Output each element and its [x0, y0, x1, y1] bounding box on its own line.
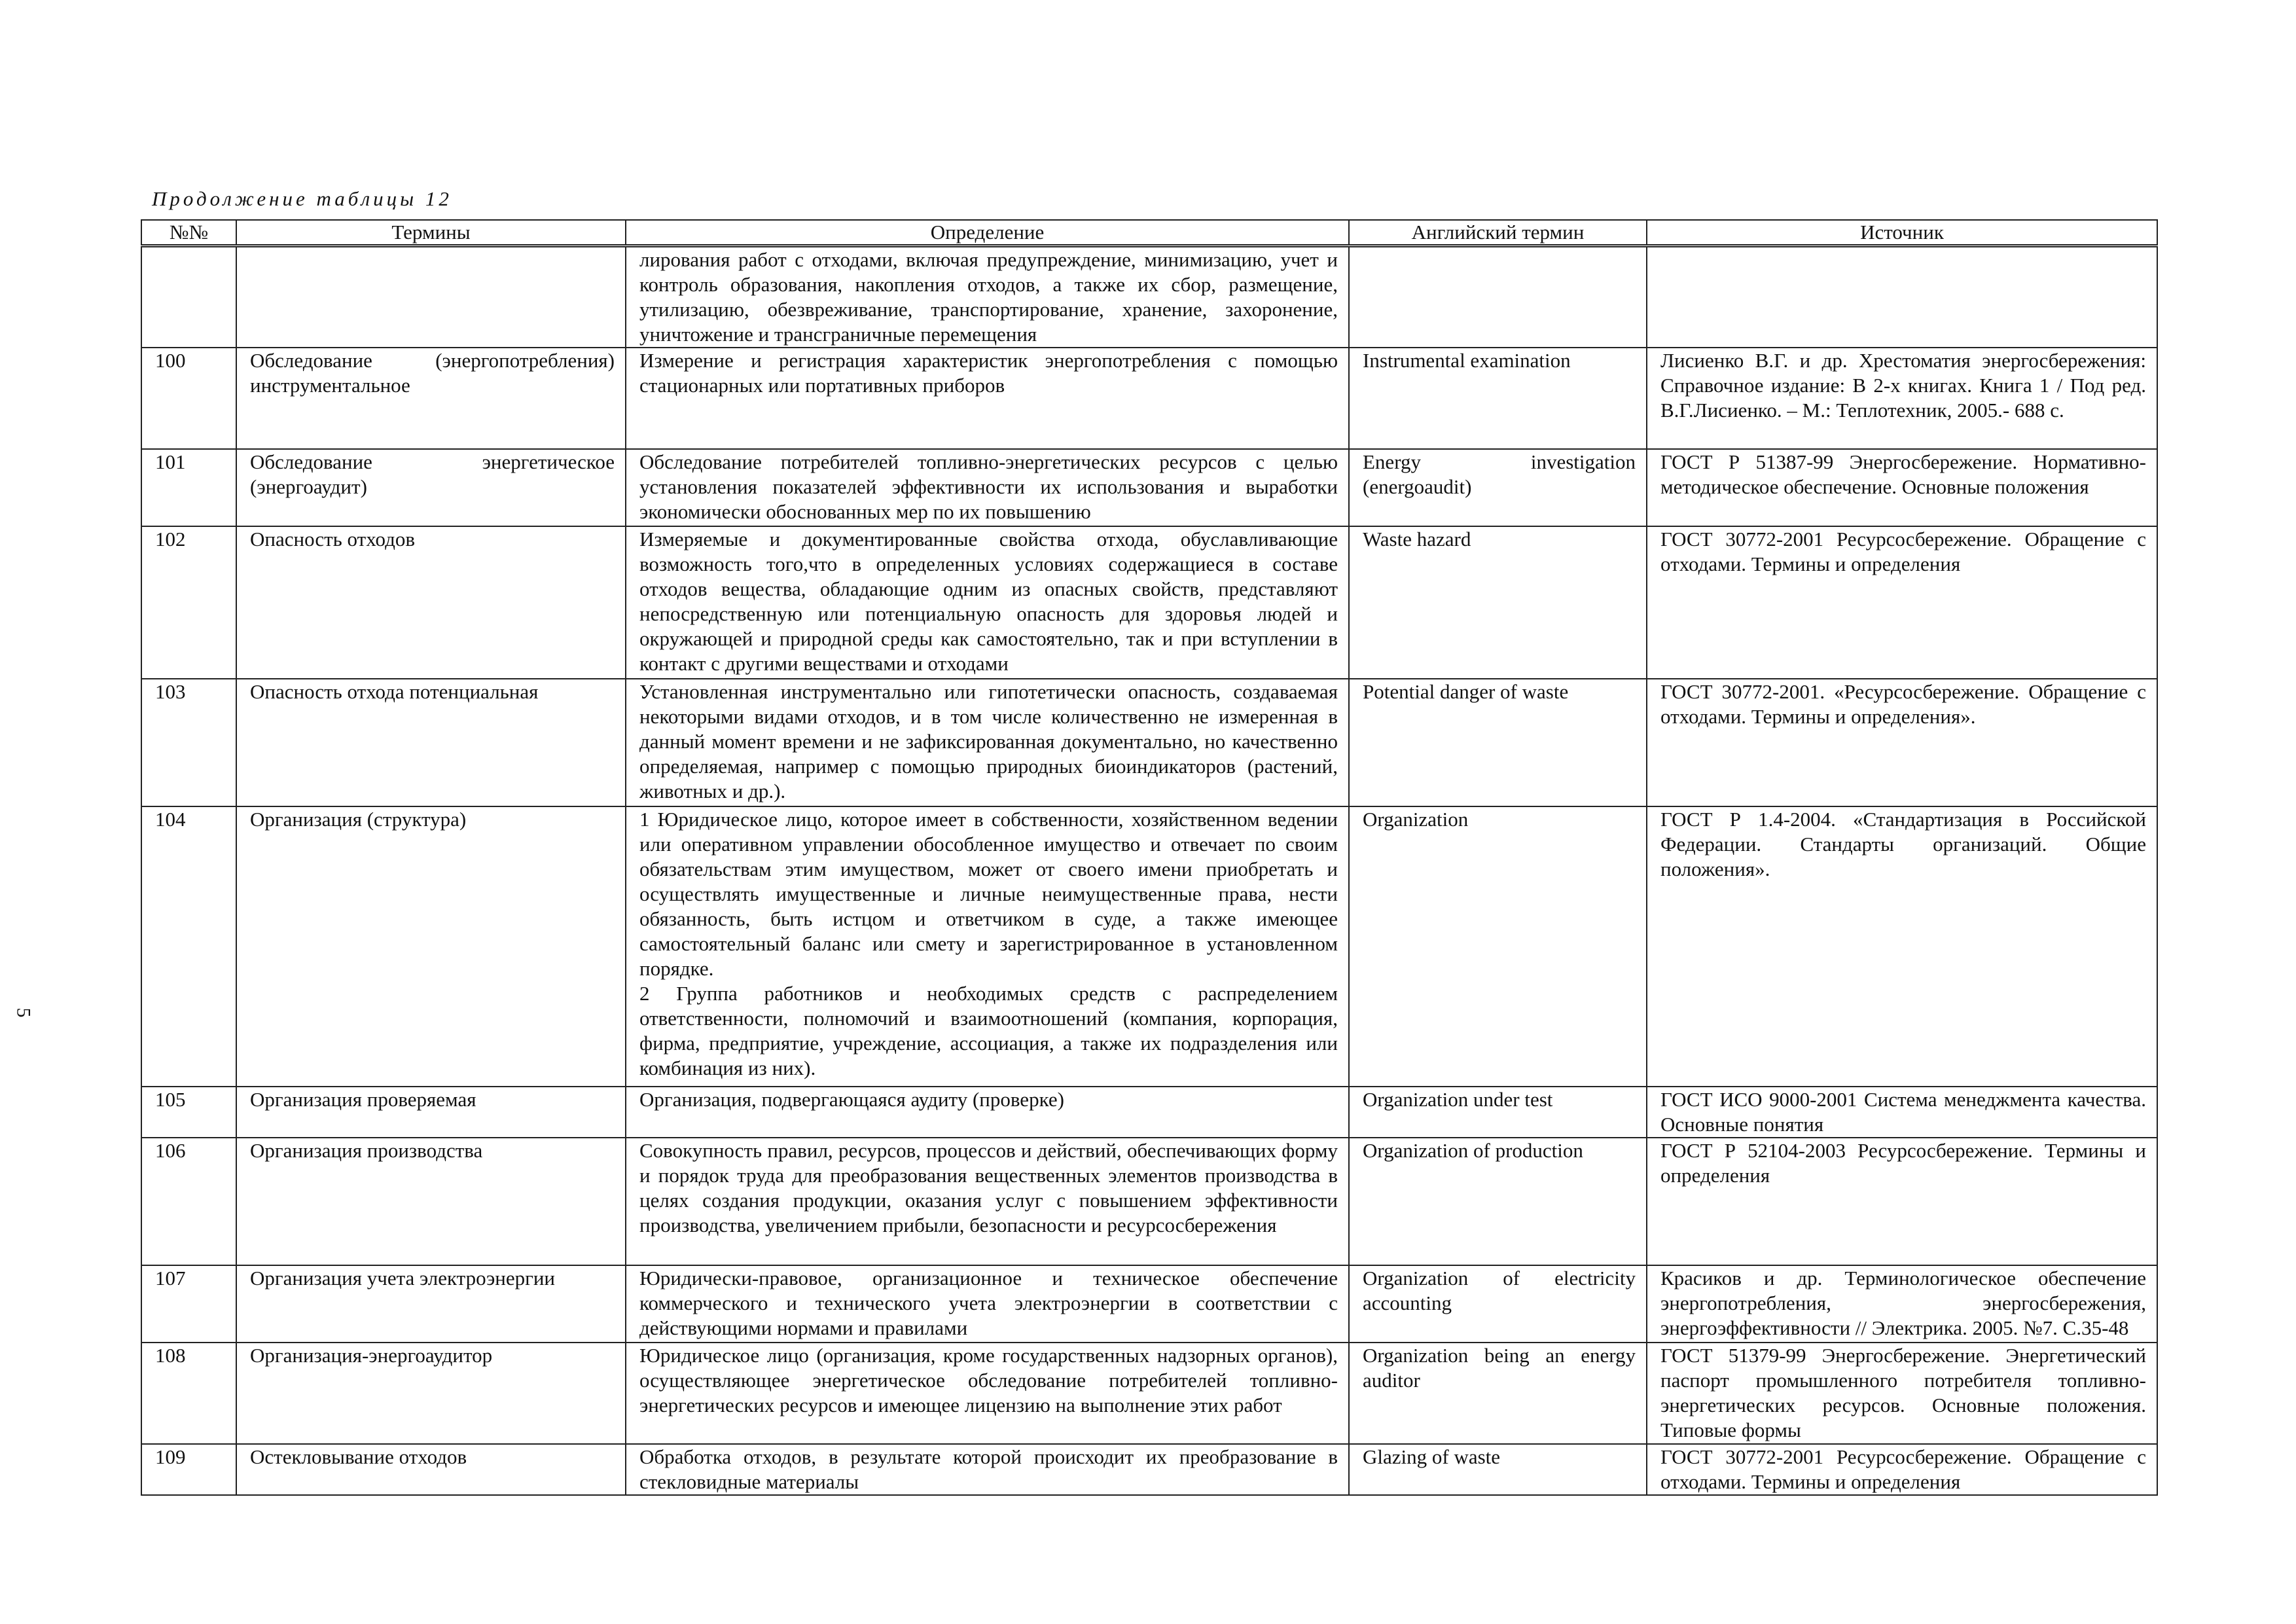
table-row	[141, 1087, 2157, 1138]
row-definition	[626, 526, 1349, 679]
row-english-term: Organization under test	[1349, 1087, 1647, 1138]
table-row	[141, 1444, 2157, 1495]
table-row	[141, 348, 2157, 449]
definition-paragraph: Обследование потребителей топливно-энергетических ресурсов с целью установления показателей эффективности их использования и выработки экономически обоснованных мер по их повышению	[639, 450, 1338, 523]
definition-paragraph: Обработка отходов, в результате которой происходит их преобразование в стекловидные материалы	[639, 1445, 1338, 1493]
row-source: ГОСТ 30772-2001 Ресурсосбережение. Обращение с отходами. Термины и определения	[1647, 526, 2157, 679]
row-english-term: Glazing of waste	[1349, 1444, 1647, 1495]
row-term: Остекловывание отходов	[236, 1444, 626, 1495]
row-english-term: Organization	[1349, 806, 1647, 1087]
row-definition	[626, 246, 1349, 348]
row-english-term: Waste hazard	[1349, 526, 1647, 679]
row-term: Обследование (энергопотребления) инструментальное	[236, 348, 626, 449]
row-number: 106	[141, 1138, 236, 1265]
row-term: Организация-энергоаудитор	[236, 1343, 626, 1444]
row-english-term: Organization of production	[1349, 1138, 1647, 1265]
header-term: Термины	[236, 220, 626, 246]
row-source: ГОСТ 30772-2001. «Ресурсосбережение. Обращение с отходами. Термины и определения».	[1647, 679, 2157, 806]
row-term: Опасность отходов	[236, 526, 626, 679]
row-definition	[626, 449, 1349, 526]
row-term	[236, 246, 626, 348]
row-source: ГОСТ Р 51387-99 Энергосбережение. Нормативно-методическое обеспечение. Основные положения	[1647, 449, 2157, 526]
row-english-term	[1349, 246, 1647, 348]
row-definition	[626, 348, 1349, 449]
row-english-term: Potential danger of waste	[1349, 679, 1647, 806]
row-number	[141, 246, 236, 348]
row-definition	[626, 1138, 1349, 1265]
row-number: 103	[141, 679, 236, 806]
row-english-term: Instrumental examination	[1349, 348, 1647, 449]
table-caption: Продолжение таблицы 12	[152, 187, 452, 210]
table-row	[141, 806, 2157, 1087]
row-source: ГОСТ Р 1.4-2004. «Стандартизация в Российской Федерации. Стандарты организаций. Общие положения».	[1647, 806, 2157, 1087]
row-source: ГОСТ 51379-99 Энергосбережение. Энергетический паспорт промышленного потребителя топливно-энергетических ресурсов. Основные положения. Типовые формы	[1647, 1343, 2157, 1444]
header-source: Источник	[1647, 220, 2157, 246]
row-number: 102	[141, 526, 236, 679]
row-source: Лисиенко В.Г. и др. Хрестоматия энергосбережения: Справочное издание: В 2-х книгах. Книга 1 / Под ред. В.Г.Лисиенко. – М.: Теплотехник, 2005.- 688 с.	[1647, 348, 2157, 449]
row-definition	[626, 1265, 1349, 1343]
row-number: 100	[141, 348, 236, 449]
row-english-term: Energy investigation (energoaudit)	[1349, 449, 1647, 526]
row-source: ГОСТ ИСО 9000-2001 Система менеджмента качества. Основные понятия	[1647, 1087, 2157, 1138]
row-definition	[626, 1087, 1349, 1138]
definition-paragraph: Измерение и регистрация характеристик энергопотребления с помощью стационарных или портативных приборов	[639, 349, 1338, 397]
table-row	[141, 1265, 2157, 1343]
table-header-row	[141, 220, 2157, 246]
row-english-term: Organization being an energy auditor	[1349, 1343, 1647, 1444]
table-row	[141, 1138, 2157, 1265]
row-number: 105	[141, 1087, 236, 1138]
row-source: ГОСТ 30772-2001 Ресурсосбережение. Обращение с отходами. Термины и определения	[1647, 1444, 2157, 1495]
row-number: 107	[141, 1265, 236, 1343]
definition-paragraph: Юридически-правовое, организационное и техническое обеспечение коммерческого и технического учета электроэнергии в соответствии с действующими нормами и правилами	[639, 1267, 1338, 1339]
row-source	[1647, 246, 2157, 348]
header-definition: Определение	[626, 220, 1349, 246]
row-term: Опасность отхода потенциальная	[236, 679, 626, 806]
row-definition	[626, 806, 1349, 1087]
definition-paragraph: 2 Группа работников и необходимых средств с распределением ответственности, полномочий и взаимоотношений (компания, корпорация, фирма, предприятие, учреждение, ассоциация, а также их подразделения или комбинация из них).	[639, 982, 1338, 1079]
row-number: 101	[141, 449, 236, 526]
row-number: 109	[141, 1444, 236, 1495]
table-row	[141, 1343, 2157, 1444]
table-row	[141, 246, 2157, 348]
definition-paragraph: Измеряемые и документированные свойства отхода, обуславливающие возможность того,что в определенных условиях содержащиеся в составе отходов вещества, обладающие одним из опасных свойств, представляют непосредственную или потенциальную опасность для здоровья людей и окружающей и природной среды как самостоятельно, так и при вступлении в контакт с другими веществами и отходами	[639, 528, 1338, 675]
page-number: 5	[12, 1007, 35, 1018]
row-term: Обследование энергетическое (энергоаудит)	[236, 449, 626, 526]
definition-paragraph: Установленная инструментально или гипотетически опасность, создаваемая некоторыми видами отходов, и в том числе количественно не измеренная в данный момент времени и не зафиксированная документально, но качественно определяемая, например с помощью природных биоиндикаторов (растений, животных и др.).	[639, 680, 1338, 803]
row-english-term: Organization of electricity accounting	[1349, 1265, 1647, 1343]
row-term: Организация учета электроэнергии	[236, 1265, 626, 1343]
table-row	[141, 679, 2157, 806]
table-row	[141, 449, 2157, 526]
definition-paragraph: 1 Юридическое лицо, которое имеет в собственности, хозяйственном ведении или оперативном управлении обособленное имущество и отвечает по своим обязательствам этим имуществом, может от своего имени приобретать и осуществлять имущественные и личные неимущественные права, нести обязанность, быть истцом и ответчиком в суде, а также имеющее самостоятельный баланс или смету и зарегистрированное в установленном порядке.	[639, 808, 1338, 980]
definition-paragraph: Организация, подвергающаяся аудиту (проверке)	[639, 1088, 1064, 1111]
row-definition	[626, 1343, 1349, 1444]
table-row	[141, 526, 2157, 679]
row-number: 104	[141, 806, 236, 1087]
row-term: Организация производства	[236, 1138, 626, 1265]
row-definition	[626, 679, 1349, 806]
row-term: Организация проверяемая	[236, 1087, 626, 1138]
row-definition	[626, 1444, 1349, 1495]
header-english: Английский термин	[1349, 220, 1647, 246]
definition-paragraph: Юридическое лицо (организация, кроме государственных надзорных органов), осуществляющее энергетическое обследование потребителей топливно-энергетических ресурсов и имеющее лицензию на выполнение этих работ	[639, 1344, 1338, 1416]
table-body	[141, 246, 2157, 1496]
definition-paragraph: лирования работ с отходами, включая предупреждение, минимизацию, учет и контроль образования, накопления отходов, а также их сбор, размещение, утилизацию, обезвреживание, транспортирование, хранение, захоронение, уничтожение и трансграничные перемещения	[639, 248, 1338, 346]
row-number: 108	[141, 1343, 236, 1444]
row-source: Красиков и др. Терминологическое обеспечение энергопотребления, энергосбережения, энергоэффективности // Электрика. 2005. №7. С.35-48	[1647, 1265, 2157, 1343]
definition-paragraph: Совокупность правил, ресурсов, процессов и действий, обеспечивающих форму и порядок труда для преобразования вещественных элементов производства в целях создания продукции, оказания услуг с повышением эффективности производства, увеличением прибыли, безопасности и ресурсосбережения	[639, 1139, 1338, 1236]
header-num: №№	[141, 220, 236, 246]
row-source: ГОСТ Р 52104-2003 Ресурсосбережение. Термины и определения	[1647, 1138, 2157, 1265]
terms-table	[141, 219, 2158, 1496]
row-term: Организация (структура)	[236, 806, 626, 1087]
